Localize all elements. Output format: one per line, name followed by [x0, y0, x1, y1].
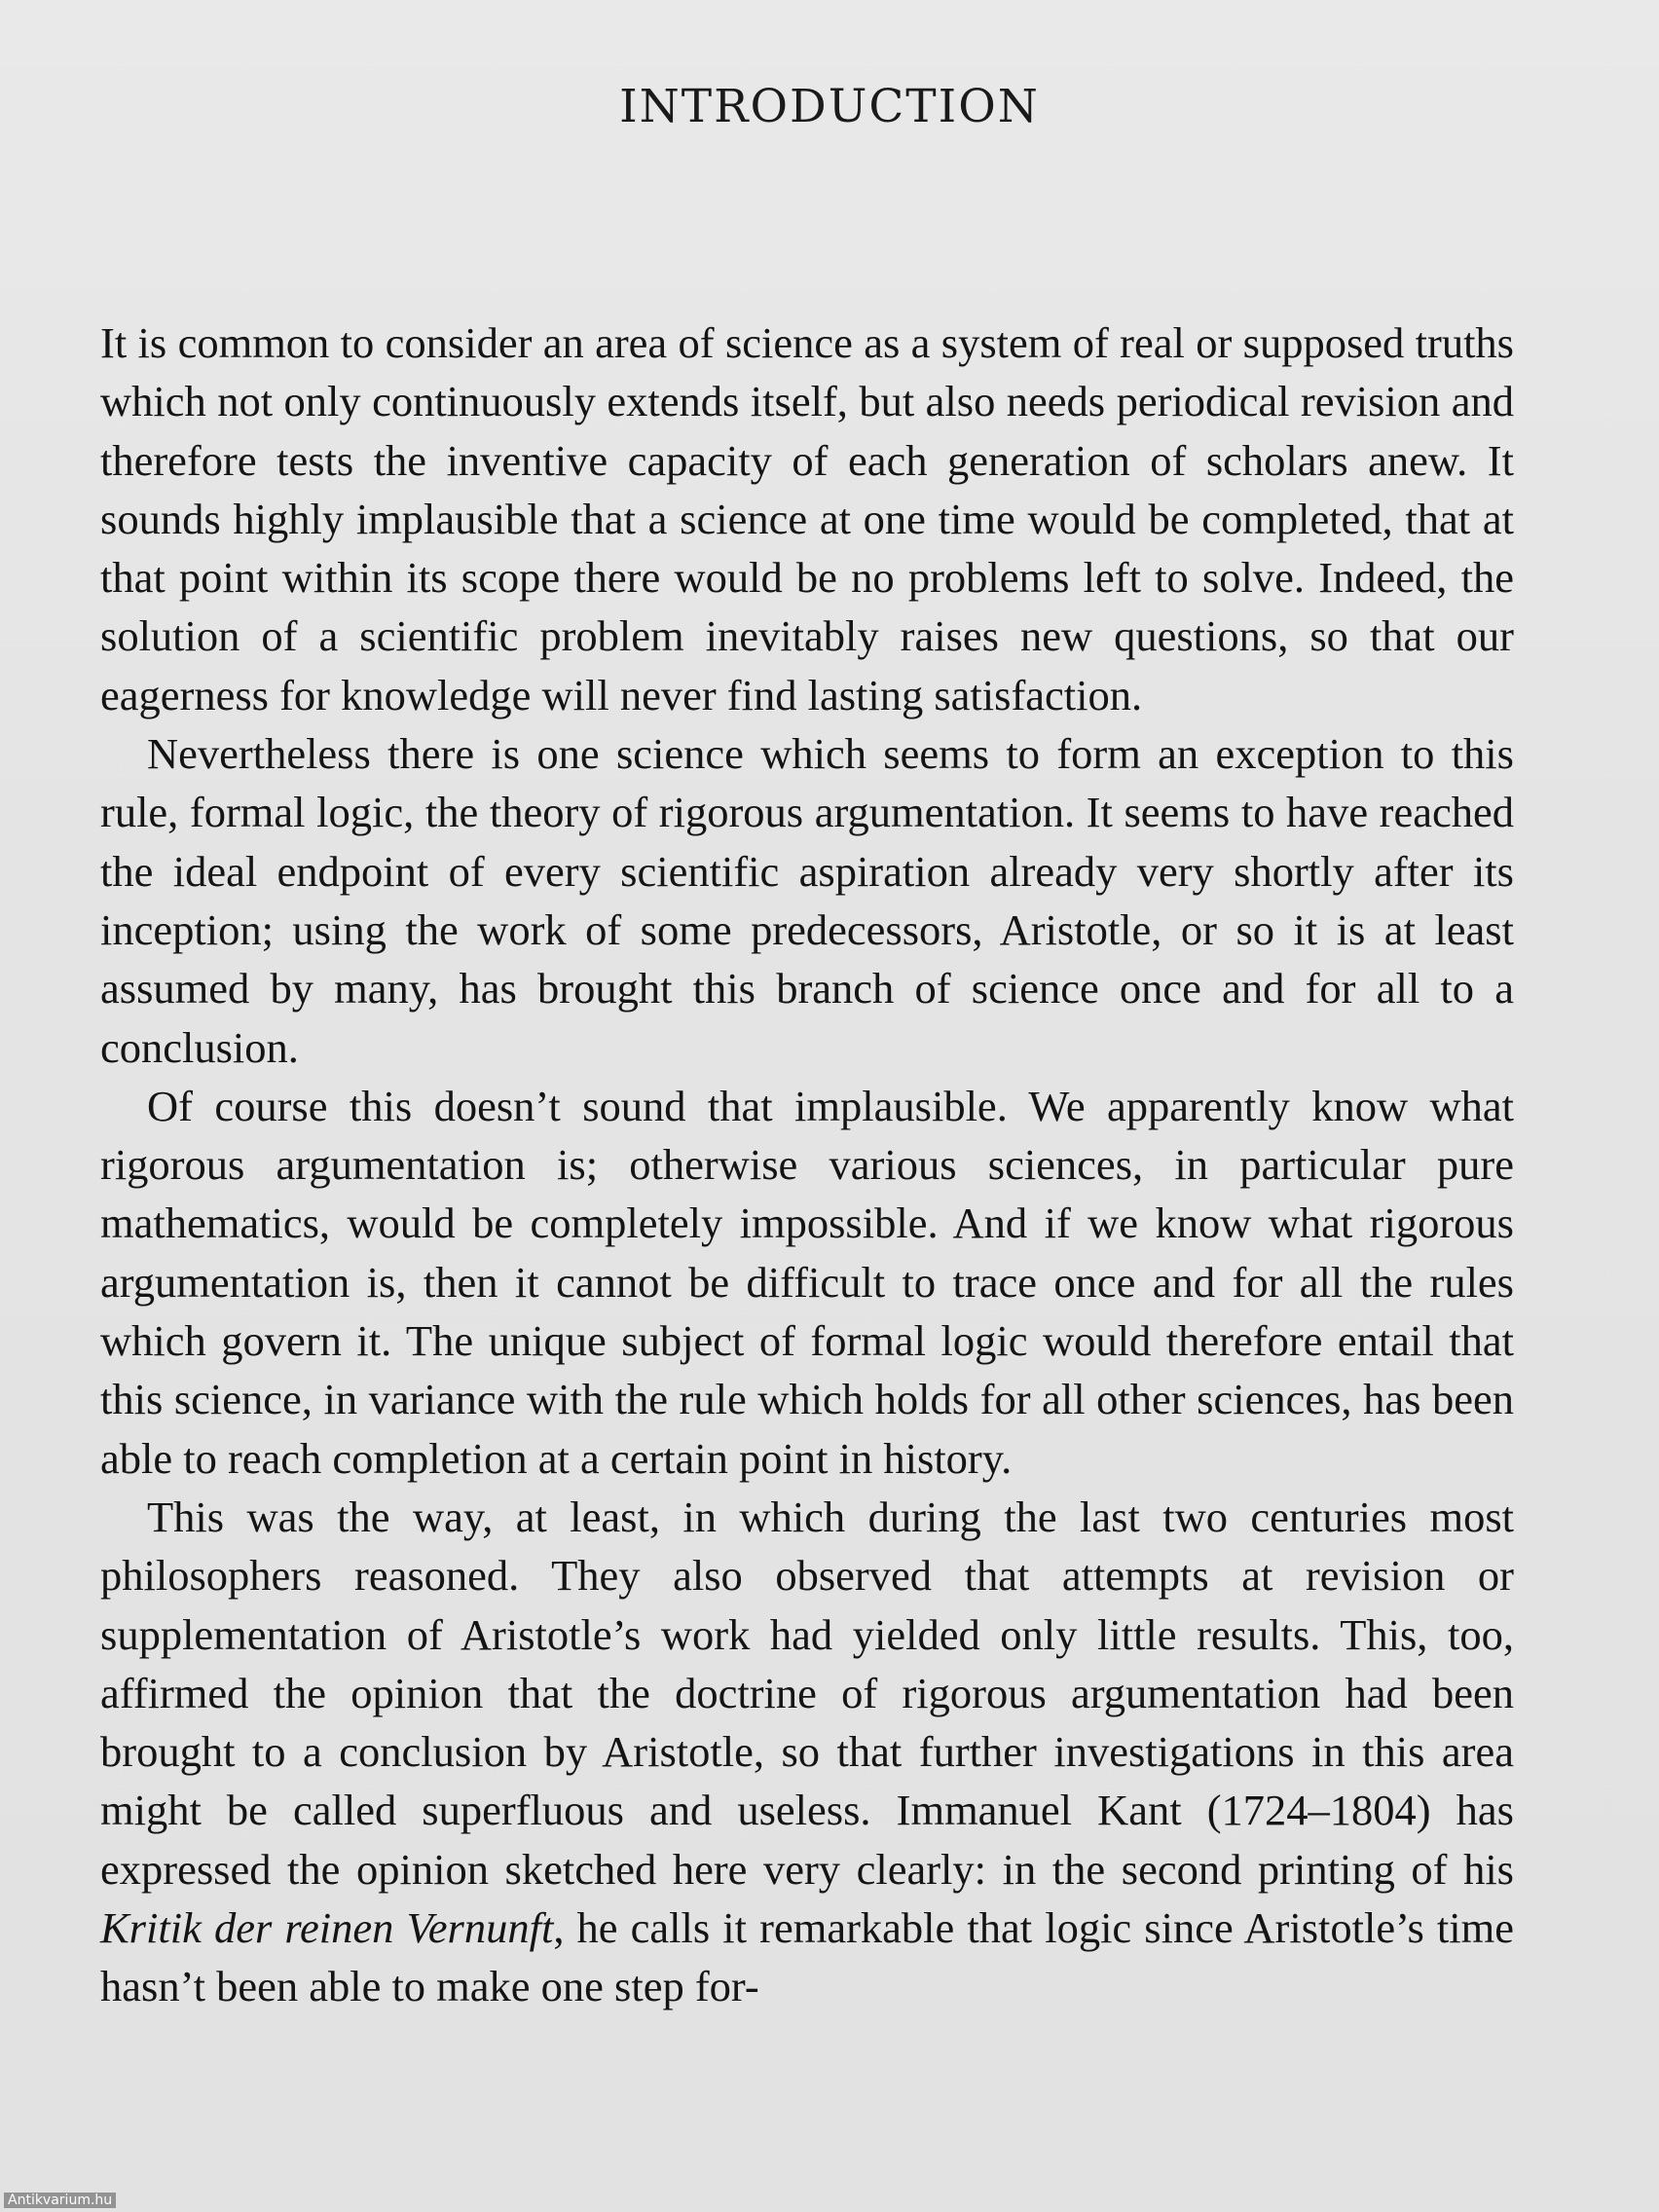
bleed-through-text-top — [97, 0, 1519, 292]
paragraph-4-text-end: , he calls it remarkable that logic since Aristotle’s time hasn’t been able to make one step for- — [100, 1903, 1514, 2011]
paragraph-2: Nevertheless there is one science which seems to form an exception to this rule, formal logic, the theory of rigorous argumentation. It seems to have reached the ideal endpoint of every scientific aspiration already very shortly after its inception; using the work of some predecessors, Aristotle, or so it is at least assumed by many, has brought this branch of science once and for all to a conclusion. — [100, 729, 1514, 1072]
paragraph-4-text-start: This was the way, at least, in which during the last two centuries most philosophers reasoned. They also observed that attempts at revision or supplementation of Aristotle’s work had yielded only little results. This, too, affirmed the opinion that the doctrine of rigorous argumentation had been brought to a conclusion by Aristotle, so that further investigations in this area might be called superfluous and useless. Immanuel Kant (1724–1804) has expressed the opinion sketched here very clearly: in the second printing of his — [100, 1492, 1514, 1894]
chapter-heading: INTRODUCTION — [619, 80, 1040, 133]
paragraph-3: Of course this doesn’t sound that implausible. We apparently know what rigorous argumentation is; otherwise various sciences, in particular pure mathematics, would be completely impossible. And if we know what rigorous argumentation is, then it cannot be difficult to trace once and for all the rules which govern it. The unique subject of formal logic would therefore entail that this science, in variance with the rule which holds for all other sciences, has been able to reach completion at a certain point in history. — [100, 1081, 1514, 1483]
paragraph-1: It is common to consider an area of science as a system of real or supposed truths which not only continuously extends itself, but also needs periodical revision and therefore tests the inventive capacity of each generation of scholars anew. It sounds highly implausible that a science at one time would be completed, that at that point within its scope there would be no problems left to solve. Indeed, the solution of a scientific problem inevitably raises new questions, so that our eagerness for knowledge will never find lasting satisfaction. — [100, 318, 1514, 719]
watermark: Antikvarium.hu — [4, 2193, 116, 2208]
paragraph-4 — [100, 1488, 1514, 2016]
body-text — [100, 313, 1514, 2016]
book-title-italic: Kritik der reinen Vernunft — [100, 1903, 554, 1953]
